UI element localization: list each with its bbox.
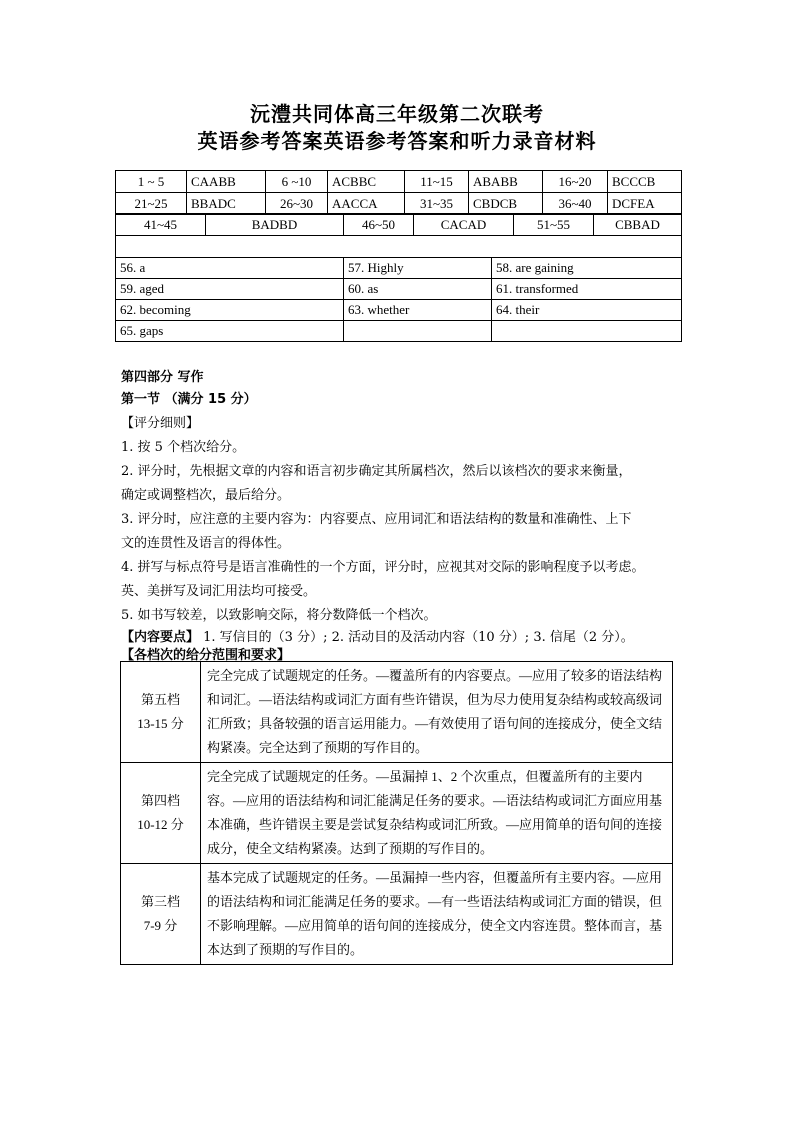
- range-cell: 51~55: [514, 214, 594, 236]
- fill-answer-cell: [344, 321, 492, 342]
- key-points: [121, 626, 634, 645]
- fill-answer-cell: 64. their: [492, 300, 682, 321]
- level-name: 第三档: [140, 894, 180, 909]
- answer-cell: ABABB: [469, 171, 543, 193]
- document-subtitle: 英语参考答案英语参考答案和听力录音材料: [197, 129, 597, 153]
- fill-answer-cell: [492, 321, 682, 342]
- table-row-blank: [116, 236, 682, 258]
- document-title: 沅澧共同体高三年级第二次联考: [250, 102, 544, 126]
- fill-answer-cell: 60. as: [344, 279, 492, 300]
- answer-cell: CACAD: [414, 214, 514, 236]
- fill-answer-cell: 57. Highly: [344, 258, 492, 279]
- fill-answer-cell: 61. transformed: [492, 279, 682, 300]
- level-cell: [121, 864, 201, 965]
- rule-line: 文的连贯性及语言的得体性。: [121, 536, 291, 551]
- fill-answer-cell: 58. are gaining: [492, 258, 682, 279]
- answer-cell: BCCCB: [608, 171, 682, 193]
- answer-cell: ACBBC: [328, 171, 405, 193]
- rule-line: 4. 拼写与标点符号是语言准确性的一个方面，评分时，应视其对交际的影响程度予以考虑。: [121, 560, 645, 575]
- grading-levels-table: [120, 661, 673, 965]
- range-cell: 6 ~10: [266, 171, 328, 193]
- table-row: [121, 662, 673, 763]
- level-range: 10-12 分: [137, 817, 184, 832]
- range-cell: 41~45: [116, 214, 206, 236]
- range-cell: 21~25: [116, 193, 187, 215]
- rule-line: 5. 如书写较差，以致影响交际，将分数降低一个档次。: [121, 608, 437, 623]
- fill-answer-cell: 59. aged: [116, 279, 344, 300]
- table-row: [116, 300, 682, 321]
- table-row: [116, 279, 682, 300]
- table-row: [116, 193, 682, 215]
- range-cell: 26~30: [266, 193, 328, 215]
- table-row: [116, 258, 682, 279]
- range-cell: 16~20: [543, 171, 608, 193]
- range-cell: 31~35: [405, 193, 469, 215]
- level-description: 完全完成了试题规定的任务。—虽漏掉 1、2 个次重点，但覆盖所有的主要内容。—应用的语法结构和词汇能满足任务的要求。—语法结构或词汇方面应用基本准确，些许错误主要是尝试复杂结构或词汇所致。—应用简单的语句间的连接成分，使全文结构紧凑。达到了预期的写作目的。: [201, 763, 673, 864]
- range-cell: 36~40: [543, 193, 608, 215]
- range-cell: 11~15: [405, 171, 469, 193]
- fill-answer-cell: 63. whether: [344, 300, 492, 321]
- blank-cell: [116, 236, 682, 258]
- levels-heading: 【各档次的给分范围和要求】: [121, 648, 291, 663]
- answer-cell: BADBD: [206, 214, 344, 236]
- answer-cell: DCFEA: [608, 193, 682, 215]
- level-name: 第四档: [140, 793, 180, 808]
- answer-cell: BBADC: [187, 193, 266, 215]
- section-title: 第一节 （满分 15 分）: [121, 392, 257, 407]
- rule-line: 3. 评分时，应注意的主要内容为：内容要点、应用词汇和语法结构的数量和准确性、上下: [121, 512, 632, 527]
- fill-answer-cell: 56. a: [116, 258, 344, 279]
- answer-cell: AACCA: [328, 193, 405, 215]
- rule-line: 确定或调整档次，最后给分。: [121, 488, 291, 503]
- answer-table-41-55: [115, 213, 682, 258]
- table-row: [116, 171, 682, 193]
- level-range: 13-15 分: [137, 716, 184, 731]
- rule-line: 1. 按 5 个档次给分。: [121, 440, 246, 455]
- answer-table-1-40: [115, 170, 682, 215]
- level-cell: [121, 662, 201, 763]
- fill-in-answer-table: [115, 257, 682, 342]
- level-description: 完全完成了试题规定的任务。—覆盖所有的内容要点。—应用了较多的语法结构和词汇。—语法结构或词汇方面有些许错误，但为尽力使用复杂结构或较高级词汇所致；具备较强的语言运用能力。—有效使用了语句间的连接成分，使全文结构紧凑。完全达到了预期的写作目的。: [201, 662, 673, 763]
- table-row: [116, 214, 682, 236]
- rule-line: 英、美拼写及词汇用法均可接受。: [121, 584, 317, 599]
- key-points-label: 【内容要点】: [121, 630, 200, 645]
- range-cell: 46~50: [344, 214, 414, 236]
- fill-answer-cell: 62. becoming: [116, 300, 344, 321]
- range-cell: 1 ~ 5: [116, 171, 187, 193]
- answer-cell: CBDCB: [469, 193, 543, 215]
- table-row: [116, 321, 682, 342]
- level-range: 7-9 分: [143, 918, 178, 933]
- level-name: 第五档: [140, 692, 180, 707]
- answer-cell: CBBAD: [594, 214, 682, 236]
- table-row: [121, 763, 673, 864]
- answer-cell: CAABB: [187, 171, 266, 193]
- level-description: 基本完成了试题规定的任务。—虽漏掉一些内容，但覆盖所有主要内容。—应用的语法结构和词汇能满足任务的要求。—有一些语法结构或词汇方面的错误，但不影响理解。—应用简单的语句间的连接成分，使全文内容连贯。整体而言，基本达到了预期的写作目的。: [201, 864, 673, 965]
- level-cell: [121, 763, 201, 864]
- fill-answer-cell: 65. gaps: [116, 321, 344, 342]
- part-title: 第四部分 写作: [121, 370, 204, 385]
- rule-line: 2. 评分时，先根据文章的内容和语言初步确定其所属档次，然后以该档次的要求来衡量，: [121, 464, 632, 479]
- rules-heading: 【评分细则】: [121, 416, 200, 431]
- key-points-text: 1. 写信目的（3 分）; 2. 活动目的及活动内容（10 分）; 3. 信尾（2 分）。: [199, 630, 634, 645]
- table-row: [121, 864, 673, 965]
